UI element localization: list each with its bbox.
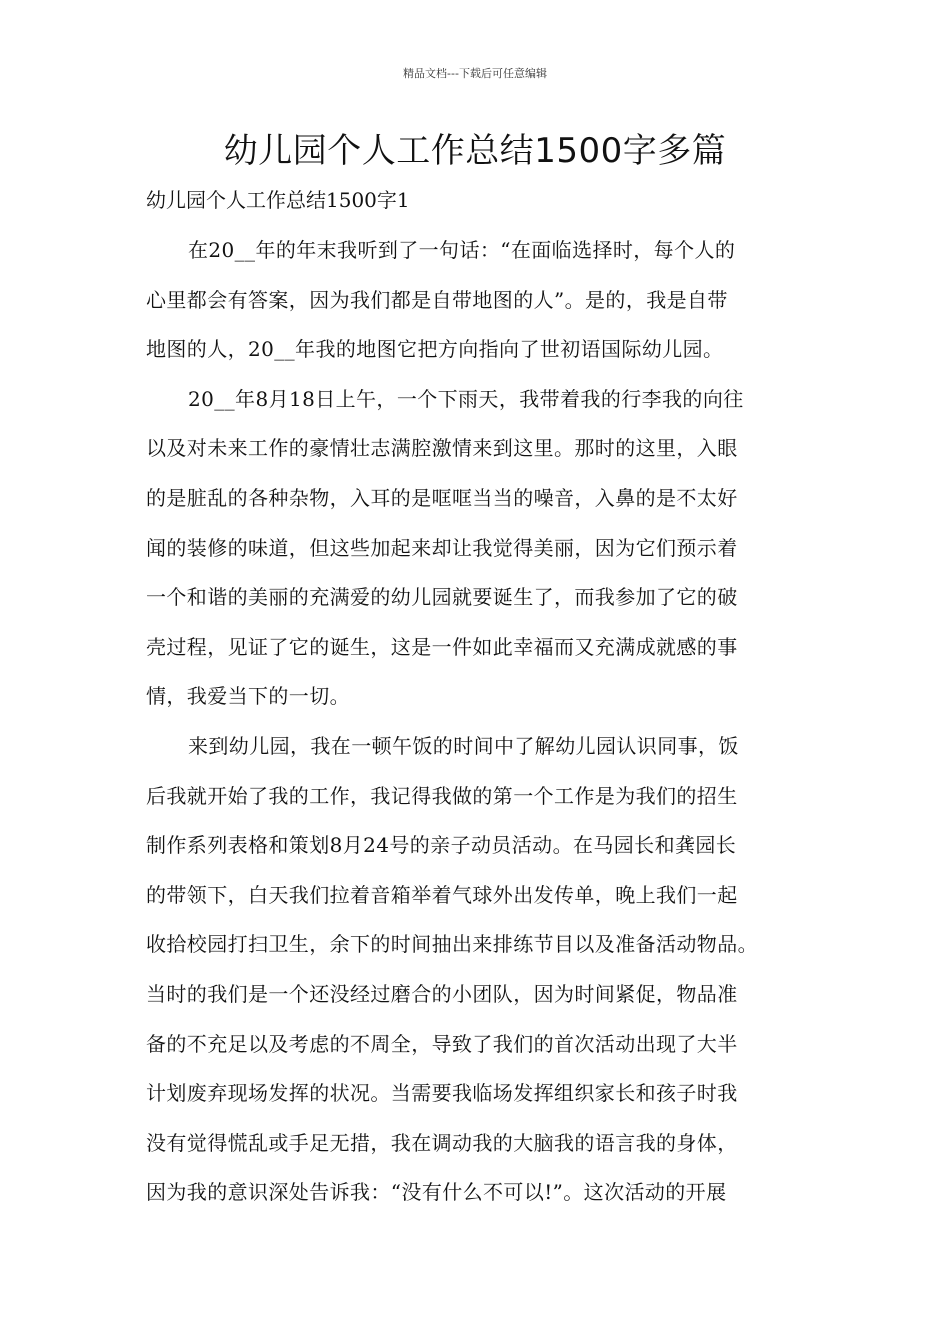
text-line: 备的不充足以及考虑的不周全，导致了我们的首次活动出现了大半 xyxy=(146,1031,738,1056)
text-line: 的带领下，白天我们拉着音箱举着气球外出发传单，晚上我们一起 xyxy=(146,882,738,907)
text-line: 心里都会有答案，因为我们都是自带地图的人”。是的，我是自带 xyxy=(146,287,728,312)
text-line: 没有觉得慌乱或手足无措，我在调动我的大脑我的语言我的身体， xyxy=(146,1130,738,1155)
text-line: 闻的装修的味道，但这些加起来却让我觉得美丽，因为它们预示着 xyxy=(146,535,738,560)
document-title: 幼儿园个人工作总结1500字多篇 xyxy=(223,131,727,171)
text-line: 因为我的意识深处告诉我：“没有什么不可以!”。这次活动的开展 xyxy=(146,1180,727,1205)
text-line: 当时的我们是一个还没经过磨合的小团队，因为时间紧促，物品准 xyxy=(146,981,738,1006)
text-line: 收拾校园打扫卫生，余下的时间抽出来排练节目以及准备活动物品。 xyxy=(146,932,758,957)
text-line: 一个和谐的美丽的充满爱的幼儿园就要诞生了，而我参加了它的破 xyxy=(146,585,738,610)
text-line: 的是脏乱的各种杂物，入耳的是哐哐当当的噪音，入鼻的是不太好 xyxy=(146,485,738,510)
text-line: 壳过程，见证了它的诞生，这是一件如此幸福而又充满成就感的事 xyxy=(146,634,738,659)
text-line: 制作系列表格和策划8月24号的亲子动员活动。在马园长和龚园长 xyxy=(146,833,737,858)
text-line: 情，我爱当下的一切。 xyxy=(146,684,350,709)
body-text xyxy=(146,226,824,1218)
text-line: 20__年8月18日上午，一个下雨天，我带着我的行李我的向往 xyxy=(188,386,744,411)
text-line: 在20__年的年末我听到了一句话：“在面临选择时，每个人的 xyxy=(188,238,736,262)
text-line: 地图的人，20__年我的地图它把方向指向了世初语国际幼儿园。 xyxy=(146,337,724,362)
header-note: 精品文档---下载后可任意编辑 xyxy=(403,67,547,80)
text-line: 以及对未来工作的豪情壮志满腔激情来到这里。那时的这里，入眼 xyxy=(146,436,738,461)
text-line: 后我就开始了我的工作，我记得我做的第一个工作是为我们的招生 xyxy=(146,783,738,808)
section-heading: 幼儿园个人工作总结1500字1 xyxy=(146,188,410,212)
text-line: 计划废弃现场发挥的状况。当需要我临场发挥组织家长和孩子时我 xyxy=(146,1081,738,1106)
text-line: 来到幼儿园，我在一顿午饭的时间中了解幼儿园认识同事，饭 xyxy=(188,733,739,758)
